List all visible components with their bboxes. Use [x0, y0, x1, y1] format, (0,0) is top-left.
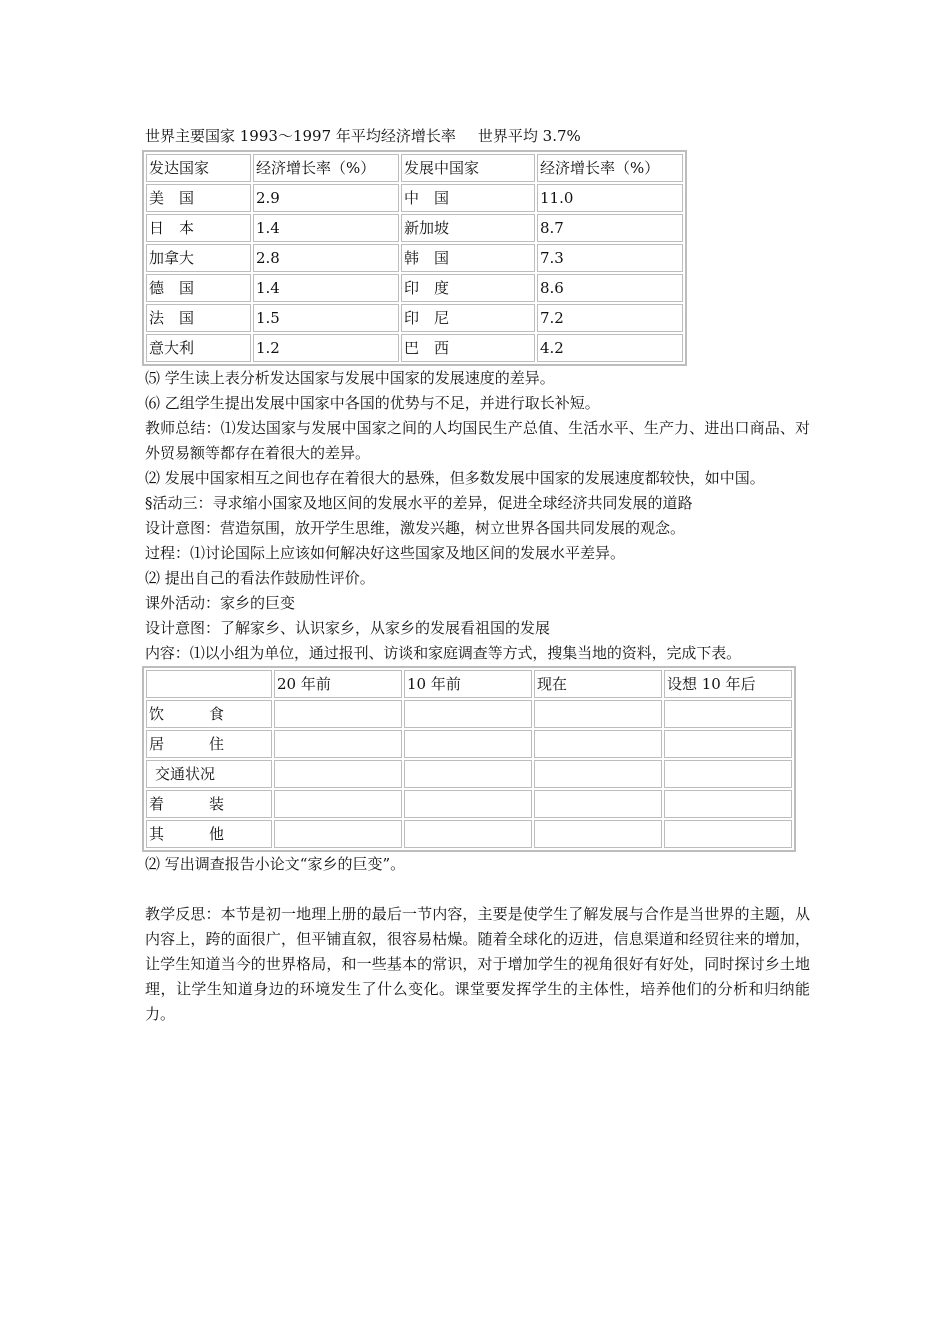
activity-three: §活动三：寻求缩小国家及地区间的发展水平的差异，促进全球经济共同发展的道路 [145, 494, 693, 512]
document-content [145, 124, 810, 1027]
teaching-reflection: 教学反思：本节是初一地理上册的最后一节内容，主要是使学生了解发展与合作是当世界的主题，从内容上，跨的面很广，但平铺直叙，很容易枯燥。随着全球化的迈进，信息渠道和经贸往来的增加，让学生知道当今的世界格局，和一些基本的常识，对于增加学生的视角很好有好处，同时探讨乡土地理，让学生知道身边的环境发生了什么变化。课堂要发挥学生的主体性，培养他们的分析和归纳能力。 [145, 905, 810, 1023]
empty-cell [404, 820, 532, 848]
table-cell: 巴 西 [401, 334, 535, 362]
header-20-years-ago: 20 年前 [274, 670, 402, 698]
table-cell: 印 尼 [401, 304, 535, 332]
blank-line [145, 877, 810, 902]
table-cell: 加拿大 [146, 244, 251, 272]
extracurricular-intent: 设计意图：了解家乡、认识家乡，从家乡的发展看祖国的发展 [145, 619, 551, 637]
empty-cell [534, 820, 662, 848]
table-cell: 印 度 [401, 274, 535, 302]
process-step-2: ⑵ 提出自己的看法作鼓励性评价。 [145, 569, 375, 587]
table-cell: 德 国 [146, 274, 251, 302]
header-growth-rate: 经济增长率（%） [537, 154, 683, 182]
table-cell: 日 本 [146, 214, 251, 242]
empty-cell [664, 820, 792, 848]
table-row [146, 790, 792, 818]
table-cell: 4.2 [537, 334, 683, 362]
row-label: 交通状况 [146, 760, 272, 788]
table-cell: 2.8 [253, 244, 399, 272]
paragraph-5: ⑸ 学生读上表分析发达国家与发展中国家的发展速度的差异。 [145, 369, 555, 387]
table-header-row [146, 670, 792, 698]
world-average: 世界平均 3.7% [477, 127, 581, 145]
table-cell: 新加坡 [401, 214, 535, 242]
header-10-years-later: 设想 10 年后 [664, 670, 792, 698]
table-cell: 7.2 [537, 304, 683, 332]
process-step-1: 过程：⑴讨论国际上应该如何解决好这些国家及地区间的发展水平差异。 [145, 544, 626, 562]
table-row [146, 820, 792, 848]
table-cell: 8.6 [537, 274, 683, 302]
table-cell: 8.7 [537, 214, 683, 242]
empty-cell [404, 730, 532, 758]
design-intent: 设计意图：营造氛围，放开学生思维，激发兴趣，树立世界各国共同发展的观念。 [145, 519, 686, 537]
header-now: 现在 [534, 670, 662, 698]
header-empty [146, 670, 272, 698]
table-row [146, 760, 792, 788]
table-cell: 意大利 [146, 334, 251, 362]
empty-cell [664, 760, 792, 788]
header-10-years-ago: 10 年前 [404, 670, 532, 698]
extracurricular-heading: 课外活动：家乡的巨变 [145, 594, 296, 612]
table-cell: 中 国 [401, 184, 535, 212]
empty-cell [534, 790, 662, 818]
empty-cell [534, 700, 662, 728]
table-cell: 韩 国 [401, 244, 535, 272]
table-title [145, 124, 810, 150]
empty-cell [534, 730, 662, 758]
empty-cell [274, 760, 402, 788]
table-title-main: 世界主要国家 1993～1997 年平均经济增长率 [145, 127, 456, 145]
growth-rate-table [142, 150, 687, 366]
empty-cell [534, 760, 662, 788]
extracurricular-content: 内容：⑴以小组为单位，通过报刊、访谈和家庭调查等方式，搜集当地的资料，完成下表。 [145, 644, 742, 662]
summary-point-2: ⑵ 发展中国家相互之间也存在着很大的悬殊，但多数发展中国家的发展速度都较快，如中国。 [145, 469, 765, 487]
table-row [146, 184, 683, 212]
table-row [146, 730, 792, 758]
empty-cell [664, 730, 792, 758]
teacher-summary: 教师总结：⑴发达国家与发展中国家之间的人均国民生产总值、生活水平、生产力、进出口商品、对外贸易额等都存在着很大的差异。 [145, 419, 810, 462]
empty-cell [664, 790, 792, 818]
empty-cell [274, 730, 402, 758]
table-header-row [146, 154, 683, 182]
table-row [146, 700, 792, 728]
table-cell: 1.4 [253, 214, 399, 242]
table-cell: 1.2 [253, 334, 399, 362]
empty-cell [664, 700, 792, 728]
table-cell: 美 国 [146, 184, 251, 212]
paragraph-6: ⑹ 乙组学生提出发展中国家中各国的优势与不足，并进行取长补短。 [145, 394, 600, 412]
table-cell: 1.4 [253, 274, 399, 302]
empty-cell [274, 790, 402, 818]
empty-cell [404, 760, 532, 788]
header-developed: 发达国家 [146, 154, 251, 182]
header-growth-rate: 经济增长率（%） [253, 154, 399, 182]
table-row [146, 304, 683, 332]
table-row [146, 214, 683, 242]
survey-table [142, 666, 796, 852]
empty-cell [404, 790, 532, 818]
table-cell: 1.5 [253, 304, 399, 332]
header-developing: 发展中国家 [401, 154, 535, 182]
table-row [146, 274, 683, 302]
empty-cell [274, 820, 402, 848]
row-label: 居 住 [146, 730, 272, 758]
report-instruction: ⑵ 写出调查报告小论文“家乡的巨变”。 [145, 855, 406, 873]
table-cell: 2.9 [253, 184, 399, 212]
table-cell: 11.0 [537, 184, 683, 212]
table-cell: 7.3 [537, 244, 683, 272]
row-label: 着 装 [146, 790, 272, 818]
empty-cell [404, 700, 532, 728]
table-row [146, 334, 683, 362]
row-label: 其 他 [146, 820, 272, 848]
row-label: 饮 食 [146, 700, 272, 728]
table-row [146, 244, 683, 272]
empty-cell [274, 700, 402, 728]
table-cell: 法 国 [146, 304, 251, 332]
